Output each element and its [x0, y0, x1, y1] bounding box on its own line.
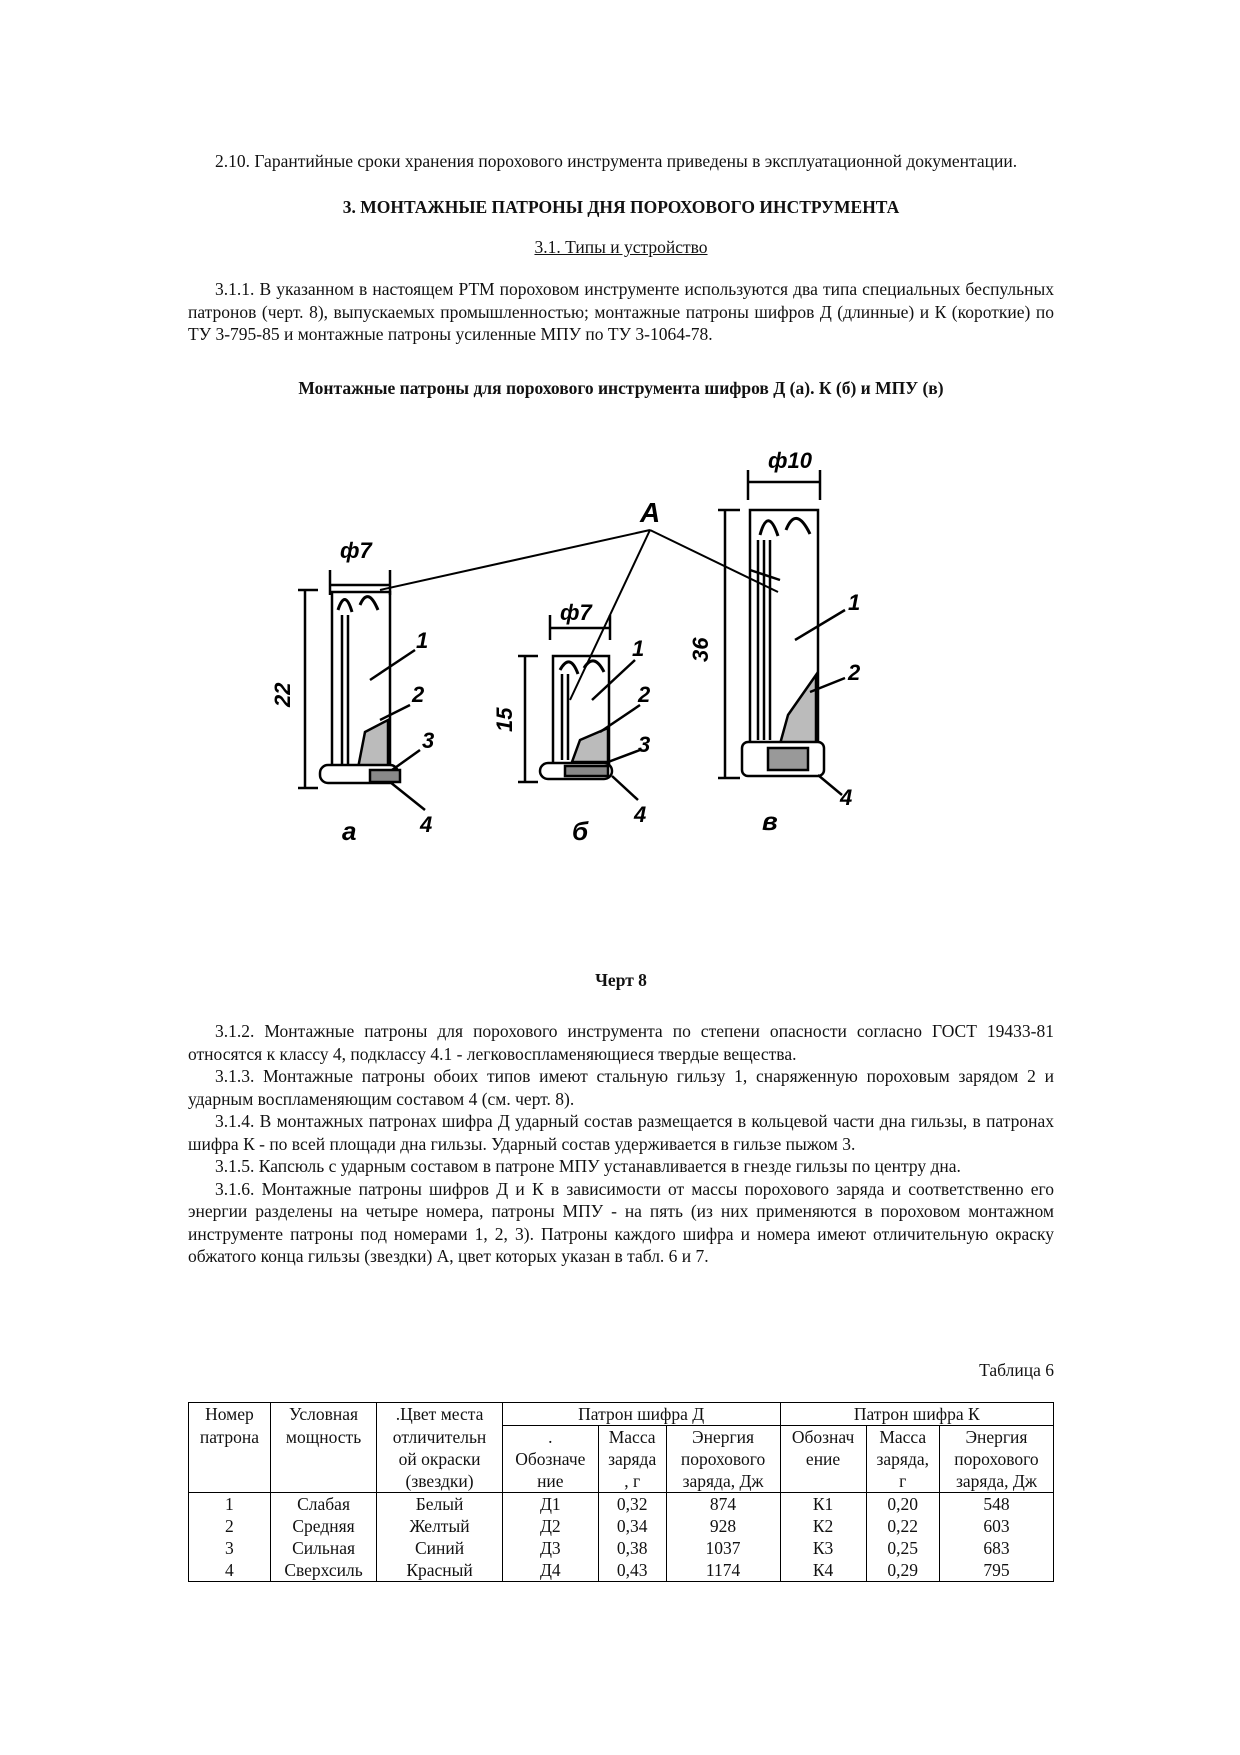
table-cell: 2: [189, 1515, 271, 1537]
table-cell: Синий: [377, 1537, 503, 1559]
table-cell: Красный: [377, 1559, 503, 1582]
label-2-v: 2: [848, 660, 861, 685]
table-cell: Д3: [502, 1537, 598, 1559]
label-3-a: 3: [422, 728, 435, 753]
table-row: [189, 1559, 1054, 1582]
table-cell: 928: [666, 1515, 780, 1537]
table-cell: 3: [189, 1537, 271, 1559]
section-title: 3. МОНТАЖНЫЕ ПАТРОНЫ ДНЯ ПОРОХОВОГО ИНСТРУМЕНТА: [342, 197, 900, 217]
figure-number: Черт 8: [595, 970, 647, 990]
cartridge-a: [298, 570, 425, 810]
table-cell: 603: [939, 1515, 1053, 1537]
table-cell: К4: [780, 1559, 866, 1582]
cartridge-drawing: [220, 448, 1000, 940]
label-a: а: [342, 816, 357, 846]
header-power: Условная: [270, 1403, 376, 1426]
paragraph-2-10: 2.10. Гарантийные сроки хранения порохового инструмента приведены в эксплуатационной документации.: [215, 151, 1018, 171]
cartridge-v: [718, 470, 845, 795]
table-cell: К2: [780, 1515, 866, 1537]
dim-22: 22: [270, 682, 295, 707]
dim-36: 36: [688, 637, 713, 662]
table-cell: 683: [939, 1537, 1053, 1559]
table-cell: Сильная: [270, 1537, 376, 1559]
table-cell: 0,38: [598, 1537, 666, 1559]
paragraph-3-1-4: 3.1.4. В монтажных патронах шифра Д ударный состав размещается в кольцевой части дна гильзы, в патронах шифра К - по всей площади дна гильзы. Ударный состав удерживается в гильзе пыжом 3.: [188, 1111, 1054, 1154]
cartridge-b: [518, 615, 640, 800]
paragraph-3-1-5: 3.1.5. Капсюль с ударным составом в патроне МПУ устанавливается в гнезде гильзы по центру дна.: [215, 1156, 961, 1176]
label-3-b: 3: [638, 732, 651, 757]
label-4-v: 4: [840, 785, 853, 810]
paragraph-3-1-2: 3.1.2. Монтажные патроны для порохового инструмента по степени опасности согласно ГОСТ 19433-81 относятся к классу 4, подклассу 4.1 - легковоспламеняющиеся твердые вещества.: [188, 1021, 1054, 1064]
table-cell: 548: [939, 1493, 1053, 1516]
table-cell: 0,43: [598, 1559, 666, 1582]
table-cell: 0,25: [866, 1537, 939, 1559]
table-cell: 4: [189, 1559, 271, 1582]
label-b: б: [572, 816, 589, 846]
table-cell: 0,34: [598, 1515, 666, 1537]
paragraph-3-1-3: 3.1.3. Монтажные патроны обоих типов имеют стальную гильзу 1, снаряженную пороховым зарядом 2 и ударным воспламеняющим составом 4 (см. черт. 8).: [188, 1066, 1054, 1109]
table-row: [189, 1515, 1054, 1537]
dim-d7-a: ф7: [340, 538, 372, 563]
table-cell: 795: [939, 1559, 1053, 1582]
header-k-mass: Масса заряда, г: [866, 1426, 939, 1493]
header-d-energy: Энергия порохового заряда, Дж: [666, 1426, 780, 1493]
table-cell: 0,32: [598, 1493, 666, 1516]
table-cell: 0,29: [866, 1559, 939, 1582]
header-d-mass: Масса заряда , г: [598, 1426, 666, 1493]
table-row: [189, 1537, 1054, 1559]
table-cell: Сверхсиль: [270, 1559, 376, 1582]
table-body: [189, 1493, 1054, 1582]
header-number-2: патрона: [189, 1426, 271, 1493]
table-row: [189, 1493, 1054, 1516]
table-cell: Д1: [502, 1493, 598, 1516]
table-cell: 874: [666, 1493, 780, 1516]
paragraph-3-1-6: 3.1.6. Монтажные патроны шифров Д и К в зависимости от массы порохового заряда и соответственно его энергии разделены на четыре номера, патроны МПУ - на пять (из них применяются в пороховом монтажном инструменте патроны под номерами 1, 2, 3). Патроны каждого шифра и номера имеют отличительную окраску обжатого конца гильзы (звездки) А, цвет которых указан в табл. 6 и 7.: [188, 1178, 1054, 1266]
table-cell: К1: [780, 1493, 866, 1516]
label-A: A: [640, 497, 661, 528]
label-1-a: 1: [416, 628, 429, 653]
table-cell: 1: [189, 1493, 271, 1516]
table-cell: 1037: [666, 1537, 780, 1559]
header-k-code: Обознач ение: [780, 1426, 866, 1493]
header-power-2: мощность: [270, 1426, 376, 1493]
dim-d7-b: ф7: [560, 600, 592, 625]
label-4-a: 4: [420, 812, 433, 837]
figure-caption: Монтажные патроны для порохового инструмента шифров Д (а). К (б) и МПУ (в): [298, 378, 944, 398]
table-cell: К3: [780, 1537, 866, 1559]
label-1-b: 1: [632, 636, 645, 661]
header-group-k: Патрон шифра К: [780, 1403, 1053, 1426]
dim-d10: ф10: [768, 448, 812, 473]
table-cell: Д4: [502, 1559, 598, 1582]
header-d-code: . Обозначе ние: [502, 1426, 598, 1493]
label-2-a: 2: [412, 682, 425, 707]
table-cell: Средняя: [270, 1515, 376, 1537]
label-v: в: [762, 806, 778, 836]
table-cell: Д2: [502, 1515, 598, 1537]
header-color-2: отличительн ой окраски (звездки): [377, 1426, 503, 1493]
table-cell: Белый: [377, 1493, 503, 1516]
table-cell: 0,20: [866, 1493, 939, 1516]
label-1-v: 1: [848, 590, 861, 615]
table-6: [188, 1402, 1054, 1582]
header-group-d: Патрон шифра Д: [502, 1403, 780, 1426]
table-cell: Слабая: [270, 1493, 376, 1516]
table-cell: 0,22: [866, 1515, 939, 1537]
header-k-energy: Энергия порохового заряда, Дж: [939, 1426, 1053, 1493]
paragraphs-3-1-2-to-3-1-6: [188, 1020, 1054, 1268]
dim-15: 15: [492, 707, 517, 732]
subsection-title: 3.1. Типы и устройство: [534, 237, 708, 257]
table-cell: 1174: [666, 1559, 780, 1582]
header-color: .Цвет места: [377, 1403, 503, 1426]
table-cell: Желтый: [377, 1515, 503, 1537]
header-number: Номер: [189, 1403, 271, 1426]
table-label: Таблица 6: [979, 1360, 1054, 1380]
label-4-b: 4: [634, 802, 647, 827]
label-2-b: 2: [638, 682, 651, 707]
paragraph-3-1-1: 3.1.1. В указанном в настоящем РТМ пороховом инструменте используются два типа специальных беспульных патронов (черт. 8), выпускаемых промышленностью; монтажные патроны шифров Д (длинные) и К (короткие) по ТУ 3-795-85 и монтажные патроны усиленные МПУ по ТУ 3-1064-78.: [188, 279, 1054, 344]
